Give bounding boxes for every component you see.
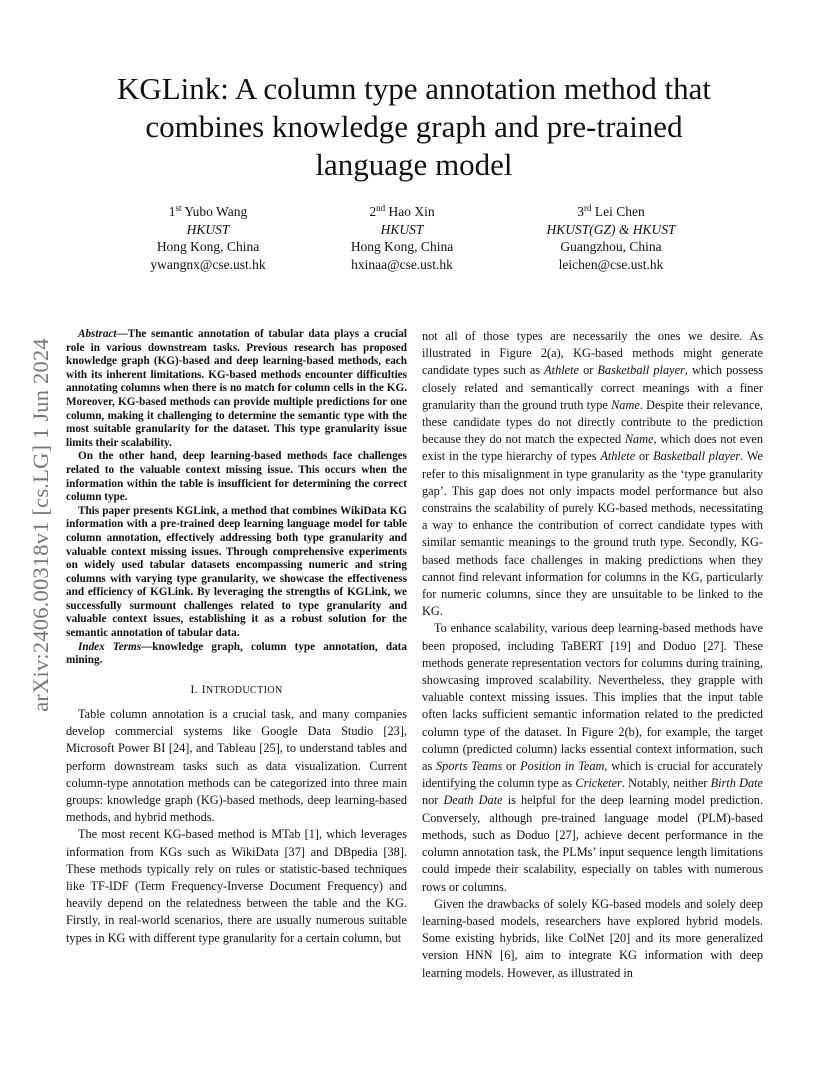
body-paragraph-hybrid: Given the drawbacks of solely KG-based models and solely deep learning-based models, researchers have explored hybrid models. Some existing hybrids, like ColNet [20] and its more generalized version HNN [6], aim to integrate KG information with deep learning models. However, as illustrated in xyxy=(422,896,763,980)
paper-title xyxy=(60,70,768,184)
title-line-3: language model xyxy=(315,147,513,182)
abstract xyxy=(66,328,407,668)
body-paragraph-scalability: To enhance scalability, various deep learning-based methods have been proposed, including TaBERT [19] and Doduo [27]. These methods generate representation vectors for columns during training, showcasing improved scalability. Nevertheless, they grapple with valuable context missing issues. This implies that the input table often lacks sufficient semantic information related to the predicted column type of the dataset. In Figure 2(b), for example, the target column (predicted column) lacks essential context information, such as Sports Teams or Position in Team, which is crucial for accurately identifying the column type as Cricketer. Notably, neither Birth Date nor Death Date is helpful for the deep learning model prediction. Conversely, although pre-trained language model (PLM)-based methods, such as Doduo [27], achieve decent performance in the column annotation task, the PLMs’ input sequence length limitations could impede their scalability, especially on tables with numerous rows or columns. xyxy=(422,621,764,894)
author-email: hxinaa@cse.ust.hk xyxy=(351,256,453,272)
author-affiliation: HKUST(GZ) & HKUST xyxy=(546,221,676,237)
right-column xyxy=(422,328,763,982)
author-name: 2nd Hao Xin xyxy=(369,203,435,219)
author-location: Hong Kong, China xyxy=(350,239,454,254)
intro-paragraph-2: The most recent KG-based method is MTab [1], which leverages information from KGs such as WikiData [37] and DBpedia [38]. These methods typically rely on rules or statistic-based techniques like TF-IDF (Term Frequency-Inverse Document Frequency) and heavily depend on the relatedness between the table and the KG. Firstly, in real-world scenarios, there are usually numerous suitable types in KG with different type granularity for a certain column, but xyxy=(66,827,407,945)
author-email: leichen@cse.ust.hk xyxy=(558,256,664,272)
author-affiliation: HKUST xyxy=(186,221,230,237)
section-heading-introduction: I. INTRODUCTION xyxy=(190,681,283,696)
author-affiliation: HKUST xyxy=(380,221,424,237)
intro-paragraph-1: Table column annotation is a crucial task, and many companies develop commercial systems like Google Data Studio [23], Microsoft Power BI [24], and Tableau [25], to understand tables and perform downstream tasks such as data visualization. Current column-type annotation methods can be categorized into three main groups: knowledge graph (KG)-based methods, deep learning-based methods, and hybrid methods. xyxy=(66,707,407,825)
index-terms-label: Index Terms xyxy=(78,640,142,653)
author-location: Hong Kong, China xyxy=(156,239,260,254)
title-line-2: combines knowledge graph and pre-trained xyxy=(145,109,683,144)
abstract-paragraph-1: Abstract—The semantic annotation of tabular data plays a crucial role in various downstream tasks. Previous research has proposed knowledge graph (KG)-based and deep learning-based methods, each with its inherent limitations. KG-based methods encounter difficulties annotating columns when there is no match for column cells in the KG. Moreover, KG-based methods can provide multiple predictions for one column, making it challenging to determine the semantic type with the most suitable granularity for the dataset. This type granularity issue limits their scalability. xyxy=(66,328,407,449)
author-block-2 xyxy=(287,200,517,273)
author-name: 1st Yubo Wang xyxy=(168,203,248,219)
arxiv-id-text: arXiv:2406.00318v1 [cs.LG] 1 Jun 2024 xyxy=(28,338,53,712)
abstract-label: Abstract xyxy=(78,328,117,340)
title-line-1: KGLink: A column type annotation method that xyxy=(116,71,712,106)
author-block-3 xyxy=(496,200,726,273)
index-terms: Index Terms—knowledge graph, column type annotation, data mining. xyxy=(66,640,407,667)
abstract-paragraph-3: This paper presents KGLink, a method that combines WikiData KG information with a pre-trained deep learning language model for table column annotation, effectively addressing both type granularity and valuable context missing issues. Through comprehensive experiments on widely used tabular datasets encompassing numeric and string columns with varying type granularity, we showcase the effectiveness and efficiency of KGLink. By leveraging the strengths of KGLink, we successfully surmount challenges related to type granularity and valuable context issues, establishing it as a robust solution for the semantic annotation of tabular data. xyxy=(66,504,407,640)
left-column xyxy=(66,328,407,947)
author-email: ywangnx@cse.ust.hk xyxy=(150,256,266,272)
author-location: Guangzhou, China xyxy=(560,239,662,254)
body-paragraph-continued: not all of those types are necessarily the ones we desire. As illustrated in Figure 2(a), KG-based methods might generate candidate types such as Athlete or Basketball player, which possess closely related and semantically correct meanings with a finer granularity than the ground truth type Name. Despite their relevance, these candidate types do not directly contribute to the prediction because they do not match the expected Name, which does not even exist in the type hierarchy of types Athlete or Basketball player. We refer to this misalignment in type granularity as the ‘type granularity gap’. This gap does not only impacts model performance but also constrains the scalability of purely KG-based methods, necessitating a way to enhance the contribution of correct candidate types with similar semantic meanings to the ground truth type. Secondly, KG-based methods face challenges in making predictions when they cannot find relevant information for columns in the KG, particularly for numeric columns, since they are unsuitable to be linked to the KG. xyxy=(422,329,763,619)
abstract-paragraph-2: On the other hand, deep learning-based methods face challenges related to the valuable context missing issue. This occurs when the information within the table is insufficient for determining the correct column type. xyxy=(66,450,407,504)
arxiv-identifier-margin xyxy=(20,292,62,758)
author-name: 3rd Lei Chen xyxy=(577,203,645,219)
